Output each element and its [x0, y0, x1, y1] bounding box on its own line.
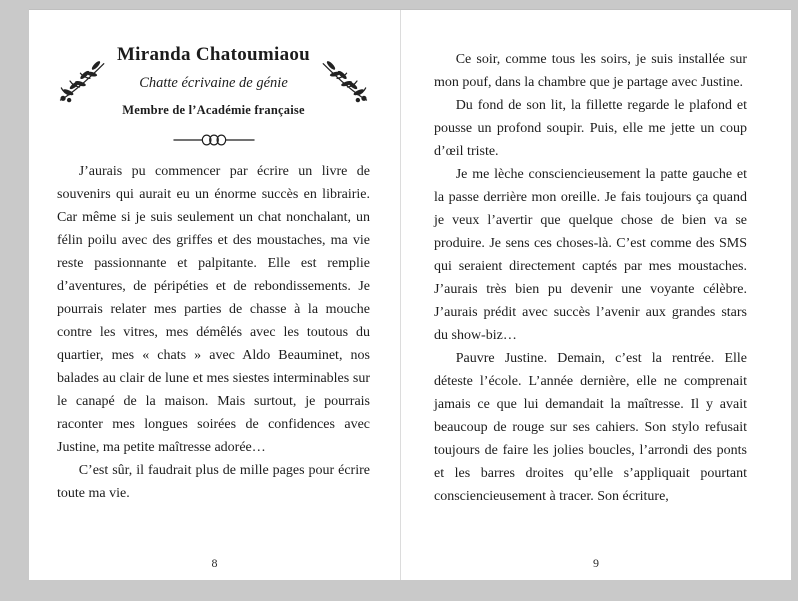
paragraph: Du fond de son lit, la fillette regarde le plafond et pousse un profond soupir. Puis, elle me jette un coup d’œil triste.: [434, 98, 747, 159]
paragraph: Ce soir, comme tous les soirs, je suis installée sur mon pouf, dans la chambre que je partage avec Justine.: [434, 52, 747, 90]
book-spread: [29, 9, 791, 580]
paragraph: J’aurais pu commencer par écrire un livre de souvenirs qui aurait eu un énorme succès en librairie. Car même si je suis seulement un chat nonchalant, un félin poilu avec des griffes et des moustaches, ma vie reste passionnante et palpitante. Elle est remplie d’aventures, de péripéties et de rebondissements. Je pourrais relater mes parties de chasse à la mouche contre les vitres, mes démêlés avec les toutous du quartier, mes « chats » avec Aldo Beauminet, nos balades au clair de lune et mes siestes interminables sur le canapé de la maison. Mais surtout, je pourrais raconter mes longues soirées de confidences avec Justine, ma petite maîtresse adorée…: [57, 164, 370, 455]
olive-branch-left-icon: [57, 56, 109, 106]
author-membership: Membre de l’Académie française: [122, 103, 305, 117]
page-left[interactable]: [29, 10, 400, 580]
paragraph: C’est sûr, il faudrait plus de mille pages pour écrire toute ma vie.: [57, 463, 370, 501]
left-page-body: [57, 160, 370, 505]
page-number-right: 9: [593, 556, 599, 570]
chapter-header: [57, 44, 370, 118]
olive-branch-right-icon: [318, 56, 370, 106]
paragraph: Je me lèche consciencieusement la patte gauche et la passe derrière mon oreille. Je fais toujours ça quand je veux l’avertir que quelque chose de bien va se produire. Je sens ces choses-là. C’est comme des SMS qui seraient directement captés par mes moustaches. J’aurais très bien pu devenir une voyante célèbre. J’aurais prédit avec succès l’avenir aux grandes stars du show-biz…: [434, 167, 747, 343]
page-number-left: 8: [211, 556, 218, 570]
author-subtitle: Chatte écrivaine de génie: [139, 75, 288, 91]
squiggle-ornament-icon: [57, 133, 370, 147]
right-page-body: [434, 48, 747, 508]
title-block: [113, 44, 314, 118]
paragraph: Pauvre Justine. Demain, c’est la rentrée. Elle déteste l’école. L’année dernière, elle ne comprenait jamais ce que lui demandait la maîtresse. Il y avait beaucoup de rouge sur ses cahiers. Son stylo refusait toujours de faire les jolies boucles, l’arrondi des ponts et les barres droites qu’elle s’appliquait pourtant consciencieusement à tracer. Son écriture,: [434, 351, 747, 504]
author-title: Miranda Chatoumiaou: [116, 44, 311, 65]
page-right[interactable]: [400, 10, 791, 580]
